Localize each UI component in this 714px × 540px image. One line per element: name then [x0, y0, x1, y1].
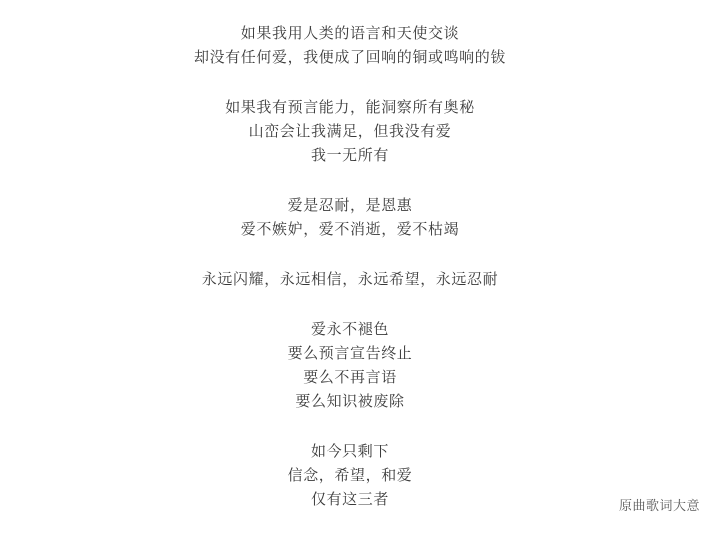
poem-line: 我一无所有: [310, 147, 389, 164]
poem-line: 信念，希望，和爱: [287, 467, 413, 484]
poem-line: 永远闪耀，永远相信，永远希望，永远忍耐: [201, 271, 499, 288]
poem-body: [0, 22, 700, 512]
stanza: [0, 22, 700, 70]
poem-line: 仅有这三者: [310, 491, 389, 508]
poem-line: 爱不嫉妒，爱不消逝，爱不枯竭: [240, 221, 460, 238]
poem-line: 山峦会让我满足，但我没有爱: [248, 123, 452, 140]
stanza: [0, 194, 700, 242]
poem-line: 要么预言宣告终止: [287, 345, 413, 362]
poem-line: 如今只剩下: [310, 443, 389, 460]
poem-line: 如果我有预言能力，能洞察所有奥秘: [225, 99, 475, 116]
poem-line: 爱永不褪色: [310, 321, 389, 338]
attribution-note: 原曲歌词大意: [618, 498, 700, 513]
poem-line: 如果我用人类的语言和天使交谈: [240, 25, 460, 42]
poem-line: 要么知识被废除: [295, 393, 405, 410]
poem-line: 却没有任何爱，我便成了回响的铜或鸣响的钹: [193, 49, 506, 66]
stanza: [0, 268, 700, 292]
stanza: [0, 440, 700, 512]
stanza: [0, 318, 700, 414]
poem-line: 爱是忍耐，是恩惠: [287, 197, 413, 214]
poem-line: 要么不再言语: [303, 369, 397, 386]
stanza: [0, 96, 700, 168]
